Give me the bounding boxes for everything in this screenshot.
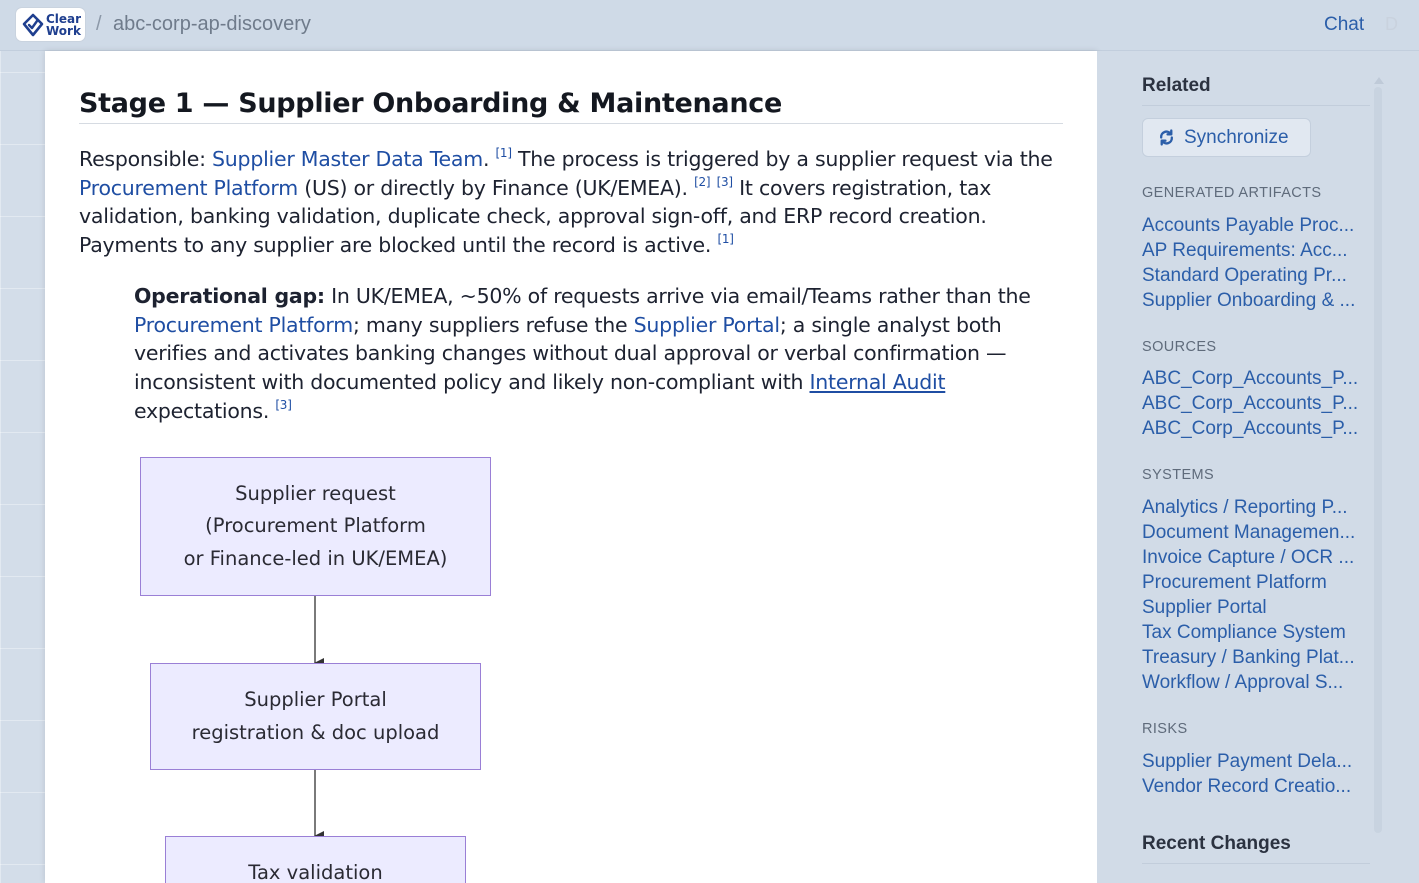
text-span: ; many suppliers refuse the	[352, 312, 634, 337]
system-link[interactable]: Workflow / Approval S...	[1142, 672, 1344, 693]
document-panel	[45, 51, 1097, 883]
clearwork-logo-icon	[22, 13, 44, 37]
source-link[interactable]: ABC_Corp_Accounts_P...	[1142, 368, 1359, 389]
flow-node-text: registration & doc upload	[191, 720, 440, 744]
callout-label: Operational gap:	[134, 284, 325, 308]
generated-artifact-link[interactable]: Supplier Onboarding & ...	[1142, 290, 1356, 311]
related-sidebar	[1097, 51, 1419, 883]
risks-label: RISKS	[1142, 721, 1188, 737]
source-link[interactable]: ABC_Corp_Accounts_P...	[1142, 418, 1359, 439]
operational-gap-callout	[134, 282, 1034, 426]
sources-label: SOURCES	[1142, 339, 1217, 355]
risk-link[interactable]: Supplier Payment Dela...	[1142, 751, 1353, 772]
text-span: Responsible:	[79, 147, 213, 171]
link-supplier-portal[interactable]: Supplier Portal	[633, 312, 780, 337]
system-link[interactable]: Tax Compliance System	[1142, 622, 1346, 643]
text-span: In UK/EMEA, ~50% of requests arrive via email/Teams rather than the	[324, 284, 1031, 308]
text-span: ; a single analyst both verifies and activates banking changes without dual approval or verbal confirmation — inconsistent with documented policy and likely non-compliant with	[134, 312, 1007, 395]
synchronize-button[interactable]	[1142, 118, 1311, 157]
generated-artifact-link[interactable]: Standard Operating Pr...	[1142, 265, 1347, 286]
system-link[interactable]: Document Managemen...	[1142, 522, 1356, 543]
generated-artifacts-label: GENERATED ARTIFACTS	[1142, 185, 1322, 201]
flow-node-tax-validation[interactable]	[165, 836, 466, 883]
sources-list	[1142, 366, 1374, 441]
citation-1[interactable]: [1]	[495, 146, 512, 160]
top-bar	[0, 0, 1419, 51]
link-supplier-master-data-team[interactable]: Supplier Master Data Team	[212, 147, 483, 171]
generated-artifact-link[interactable]: Accounts Payable Proc...	[1142, 215, 1355, 236]
system-link[interactable]: Procurement Platform	[1142, 572, 1327, 593]
risks-list	[1142, 749, 1374, 799]
chat-link[interactable]: Chat	[1324, 14, 1365, 35]
citation-3[interactable]: [3]	[716, 174, 733, 189]
recent-changes-heading: Recent Changes	[1142, 833, 1370, 864]
link-procurement-platform-2[interactable]: Procurement Platform	[134, 312, 353, 337]
logo-line1: Clear	[46, 11, 82, 26]
text-span: expectations.	[134, 398, 276, 423]
generated-artifacts-list	[1142, 213, 1374, 313]
breadcrumb-project[interactable]: abc-corp-ap-discovery	[113, 13, 311, 35]
citation-2[interactable]: [2]	[694, 174, 711, 189]
sync-icon	[1158, 129, 1175, 146]
citation-1-repeat[interactable]: [1]	[717, 232, 734, 247]
system-link[interactable]: Analytics / Reporting P...	[1142, 497, 1348, 518]
flow-node-text: or Finance-led in UK/EMEA)	[183, 546, 448, 570]
system-link[interactable]: Treasury / Banking Plat...	[1142, 647, 1355, 668]
systems-list	[1142, 495, 1374, 695]
related-heading: Related	[1142, 75, 1370, 106]
page-title: Stage 1 — Supplier Onboarding & Maintenance	[79, 87, 1063, 124]
flow-node-text: (Procurement Platform	[205, 514, 426, 538]
logo-wordmark	[46, 13, 81, 37]
flow-node-text: Supplier request	[235, 481, 396, 505]
logo-line2: Work	[46, 23, 81, 38]
system-link[interactable]: Supplier Portal	[1142, 597, 1267, 618]
stage-description	[79, 145, 1069, 260]
text-span: It covers registration, tax validation, banking validation, duplicate check, approval sign-off, and ERP record creation. Payments to any supplier are blocked until the record is active.	[79, 175, 992, 258]
user-avatar[interactable]: D	[1385, 14, 1398, 34]
sidebar-scrollbar[interactable]	[1374, 87, 1382, 833]
breadcrumb-separator: /	[96, 13, 102, 35]
risk-link[interactable]: Vendor Record Creatio...	[1142, 776, 1352, 797]
clearwork-logo[interactable]	[16, 8, 85, 41]
synchronize-label: Synchronize	[1184, 126, 1289, 148]
generated-artifact-link[interactable]: AP Requirements: Acc...	[1142, 240, 1348, 261]
text-span: The process is triggered by a supplier request via the	[511, 147, 1053, 171]
flow-node-supplier-request[interactable]	[140, 457, 491, 596]
link-procurement-platform[interactable]: Procurement Platform	[79, 175, 298, 200]
text-span: (US) or directly by Finance (UK/EMEA).	[297, 175, 695, 200]
scroll-up-arrow-icon[interactable]	[1374, 77, 1384, 84]
flow-node-supplier-portal[interactable]	[150, 663, 481, 770]
link-internal-audit[interactable]: Internal Audit	[809, 370, 946, 395]
citation-3-repeat[interactable]: [3]	[275, 397, 292, 412]
system-link[interactable]: Invoice Capture / OCR ...	[1142, 547, 1355, 568]
flow-node-text: Supplier Portal	[244, 688, 387, 711]
flow-node-text: Tax validation	[248, 861, 383, 883]
systems-label: SYSTEMS	[1142, 467, 1215, 483]
source-link[interactable]: ABC_Corp_Accounts_P...	[1142, 393, 1359, 414]
text-span: .	[482, 147, 496, 171]
